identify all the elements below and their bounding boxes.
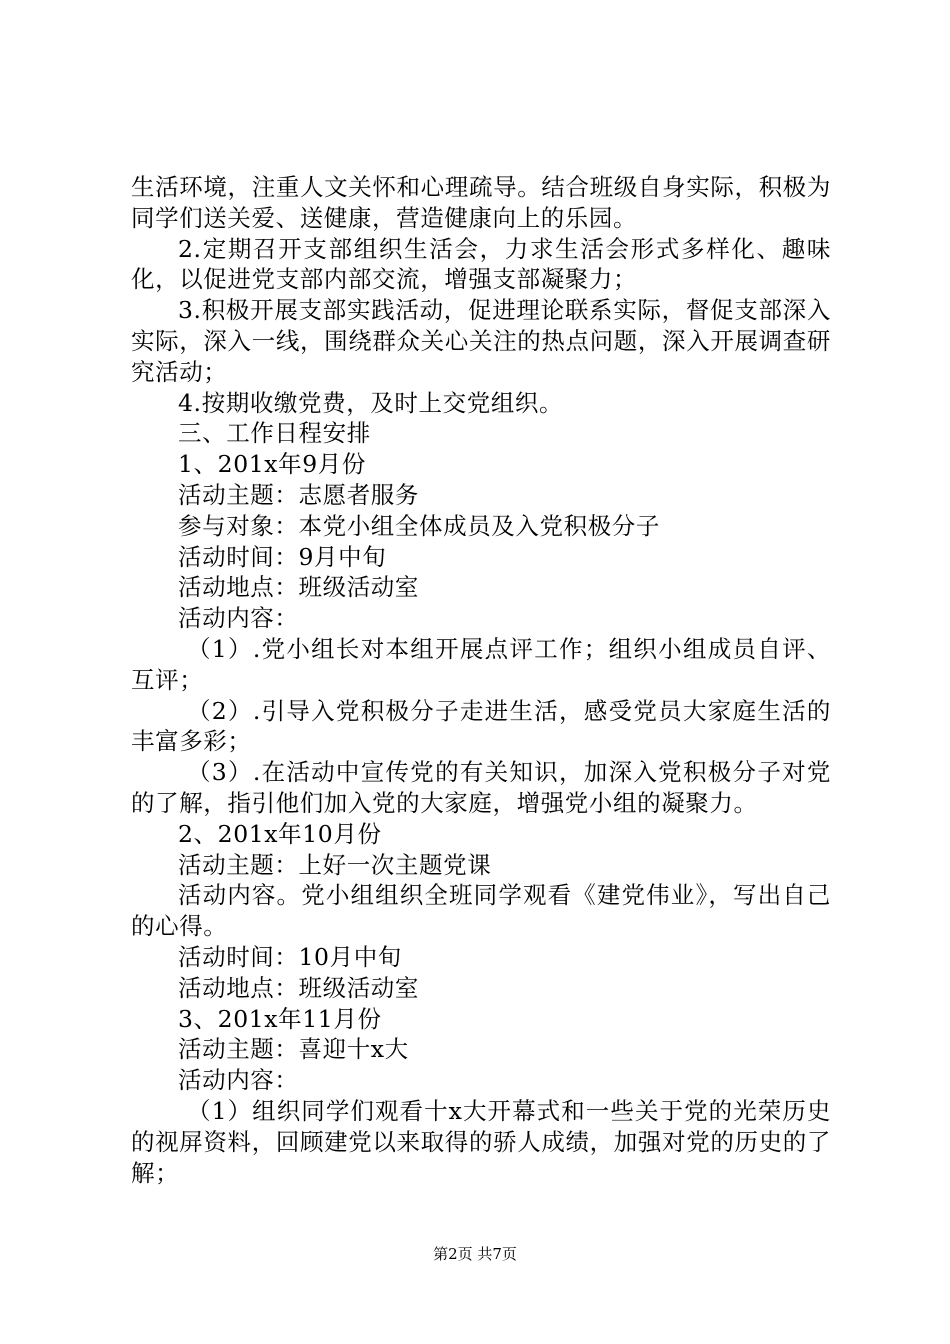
paragraph: 活动主题：志愿者服务 <box>178 480 419 509</box>
paragraph: 2、201x年10月份 <box>178 819 382 848</box>
paragraph: 活动时间：9月中旬 <box>178 542 387 571</box>
paragraph: （1）组织同学们观看十x大开幕式和一些关于党的光荣历史的视屏资料，回顾建党以来取得的骄人成绩，加强对党的历史的了解； <box>131 1096 831 1187</box>
paragraph: 生活环境，注重人文关怀和心理疏导。结合班级自身实际，积极为同学们送关爱、送健康，营造健康向上的乐园。 <box>131 173 831 232</box>
paragraph: 活动内容： <box>178 1066 299 1095</box>
paragraph: 4.按期收缴党费，及时上交党组织。 <box>178 388 564 417</box>
paragraph: 活动内容： <box>178 604 299 633</box>
paragraph: （2）.引导入党积极分子走进生活，感受党员大家庭生活的丰富多彩； <box>131 696 831 756</box>
paragraph: 活动时间：10月中旬 <box>178 942 402 971</box>
paragraph: 活动主题：上好一次主题党课 <box>178 850 492 879</box>
page-number-footer: 第2页 共7页 <box>433 1245 517 1263</box>
paragraph: （1）.党小组长对本组开展点评工作；组织小组成员自评、互评； <box>131 634 831 694</box>
paragraph: 活动地点：班级活动室 <box>178 573 419 602</box>
paragraph: 3、201x年11月份 <box>178 1004 382 1033</box>
document-body <box>131 172 831 1188</box>
paragraph: 2.定期召开支部组织生活会，力求生活会形式多样化、趣味化，以促进党支部内部交流，增强支部凝聚力； <box>131 234 831 294</box>
paragraph: 1、201x年9月份 <box>178 450 367 479</box>
paragraph: 三、工作日程安排 <box>178 419 371 448</box>
paragraph: 参与对象：本党小组全体成员及入党积极分子 <box>178 511 660 540</box>
paragraph: 活动主题：喜迎十x大 <box>178 1035 409 1064</box>
paragraph: 3.积极开展支部实践活动，促进理论联系实际，督促支部深入实际，深入一线，围绕群众关心关注的热点问题，深入开展调查研究活动； <box>131 296 831 386</box>
paragraph: （3）.在活动中宣传党的有关知识，加深入党积极分子对党的了解，指引他们加入党的大家庭，增强党小组的凝聚力。 <box>131 758 831 817</box>
paragraph: 活动地点：班级活动室 <box>178 973 419 1002</box>
paragraph: 活动内容。党小组组织全班同学观看《建党伟业》，写出自己的心得。 <box>131 881 831 941</box>
